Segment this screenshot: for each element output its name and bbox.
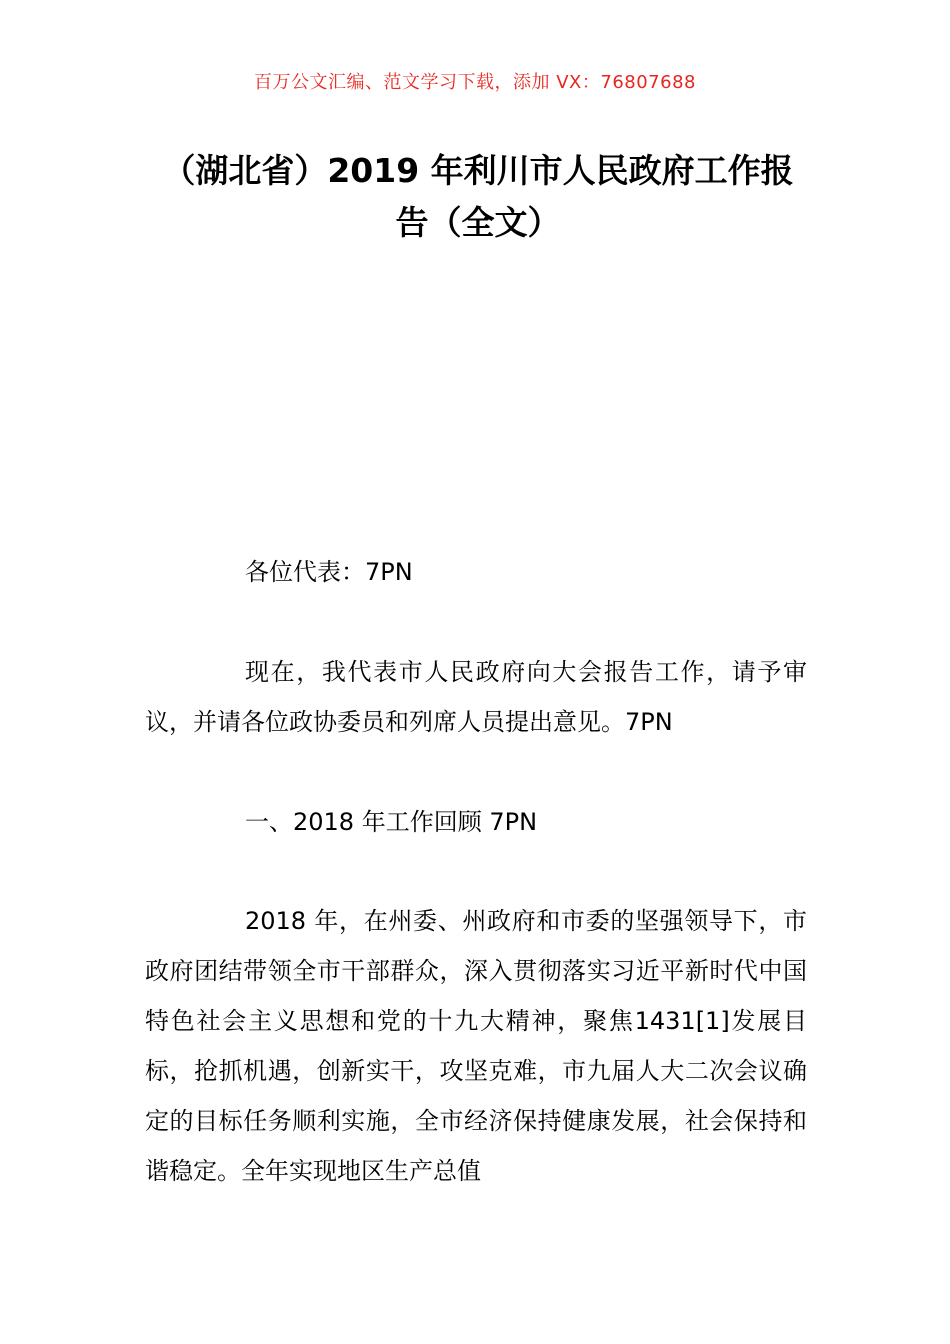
intro-paragraph: 现在，我代表市人民政府向大会报告工作，请予审议，并请各位政协委员和列席人员提出意见。7PN xyxy=(145,658,807,736)
header-watermark-note: 百万公文汇编、范文学习下载，添加 VX：76807688 xyxy=(254,72,696,93)
document-title-line-2: 告（全文） xyxy=(395,203,561,242)
document-title xyxy=(148,145,808,249)
review-paragraph: 2018 年，在州委、州政府和市委的坚强领导下，市政府团结带领全市干部群众，深入贯彻落实习近平新时代中国特色社会主义思想和党的十九大精神，聚焦1431[1]发展目标，抢抓机遇，创新实干，攻坚克难，市九届人大二次会议确定的目标任务顺利实施，全市经济保持健康发展，社会保持和谐稳定。全年实现地区生产总值 xyxy=(145,907,807,1185)
section-heading: 一、2018 年工作回顾 7PN xyxy=(245,808,538,836)
document-title-line-1: （湖北省）2019 年利川市人民政府工作报 xyxy=(162,151,794,190)
greeting-paragraph: 各位代表：7PN xyxy=(245,558,413,586)
